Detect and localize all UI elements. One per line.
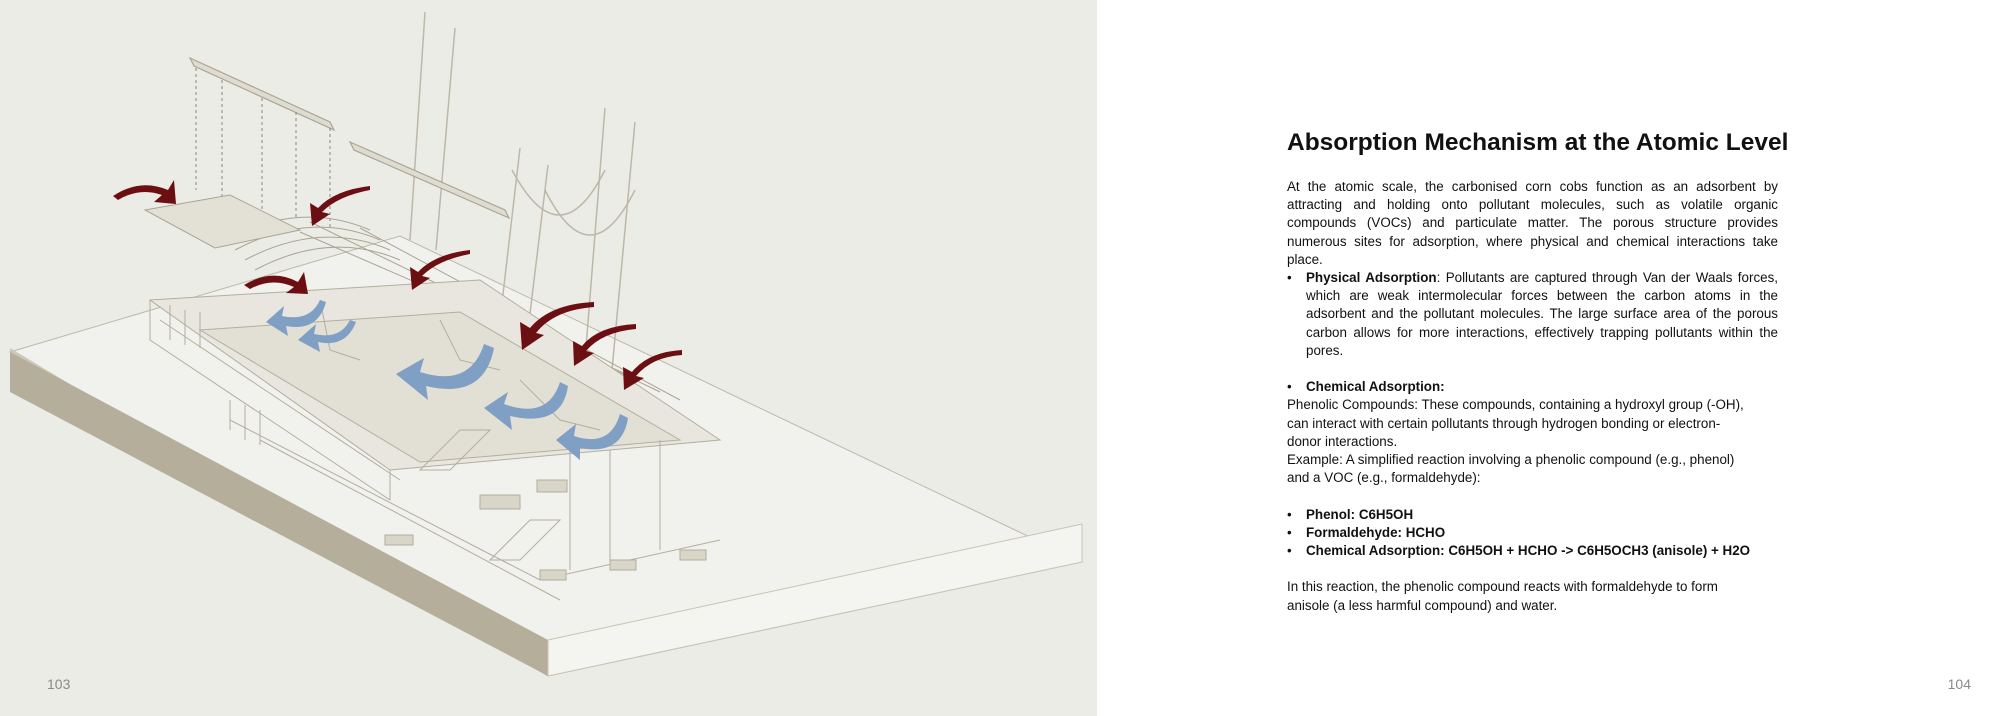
bullet-chemical-adsorption <box>1287 378 1778 396</box>
chemical-adsorption-label: Chemical Adsorption: <box>1306 379 1445 395</box>
chemical-line-4: Example: A simplified reaction involving a phenolic compound (e.g., phenol) <box>1287 452 1735 468</box>
article-title: Absorption Mechanism at the Atomic Level <box>1287 129 1789 156</box>
list-item-formaldehyde: Formaldehyde: HCHO <box>1306 524 1446 540</box>
article-body <box>1287 128 1789 615</box>
list-item-phenol: Phenol: C6H5OH <box>1306 506 1414 522</box>
list-item <box>1287 524 1778 542</box>
bullet-dot: • <box>1287 524 1292 540</box>
bullet-dot: • <box>1287 379 1292 395</box>
bullet-dot: • <box>1287 543 1292 559</box>
page-number-left: 103 <box>47 676 71 692</box>
chemical-line-3: donor interactions. <box>1287 433 1398 449</box>
intro-paragraph: At the atomic scale, the carbonised corn cobs function as an adsorbent by attracting and holding onto pollutant molecules, such as volatile organic compounds (VOCs) and particulate matter. The porous structure provides numerous sites for adsorption, where physical and chemical interactions take place. <box>1287 179 1778 267</box>
list-item-reaction: Chemical Adsorption: C6H5OH + HCHO -> C6H5OCH3 (anisole) + H2O <box>1306 543 1751 559</box>
list-item <box>1287 542 1778 560</box>
chemical-line-1: Phenolic Compounds: These compounds, containing a hydroxyl group (-OH), <box>1287 397 1744 413</box>
right-page <box>1097 0 2000 716</box>
list-item <box>1287 506 1778 524</box>
physical-adsorption-text: : Pollutants are captured through Van der Waals forces, which are weak intermolecular forces between the carbon atoms in the adsorbent and the pollutant molecules. The large surface area of the porous carbon allows for more interactions, effectively trapping pollutants within the pores. <box>1306 270 1778 358</box>
conclusion-line-1: In this reaction, the phenolic compound reacts with formaldehyde to form <box>1287 579 1718 595</box>
red-arrow <box>113 180 176 204</box>
chemical-line-2: can interact with certain pollutants through hydrogen bonding or electron- <box>1287 415 1721 431</box>
conclusion-line-2: anisole (a less harmful compound) and water. <box>1287 597 1558 613</box>
bullet-dot: • <box>1287 506 1292 522</box>
bullet-physical-adsorption <box>1287 269 1778 360</box>
bullet-dot: • <box>1287 270 1292 286</box>
chemical-line-5: and a VOC (e.g., formaldehyde): <box>1287 470 1481 486</box>
page-number-right: 104 <box>1947 676 1971 692</box>
physical-adsorption-label: Physical Adsorption <box>1306 270 1437 286</box>
